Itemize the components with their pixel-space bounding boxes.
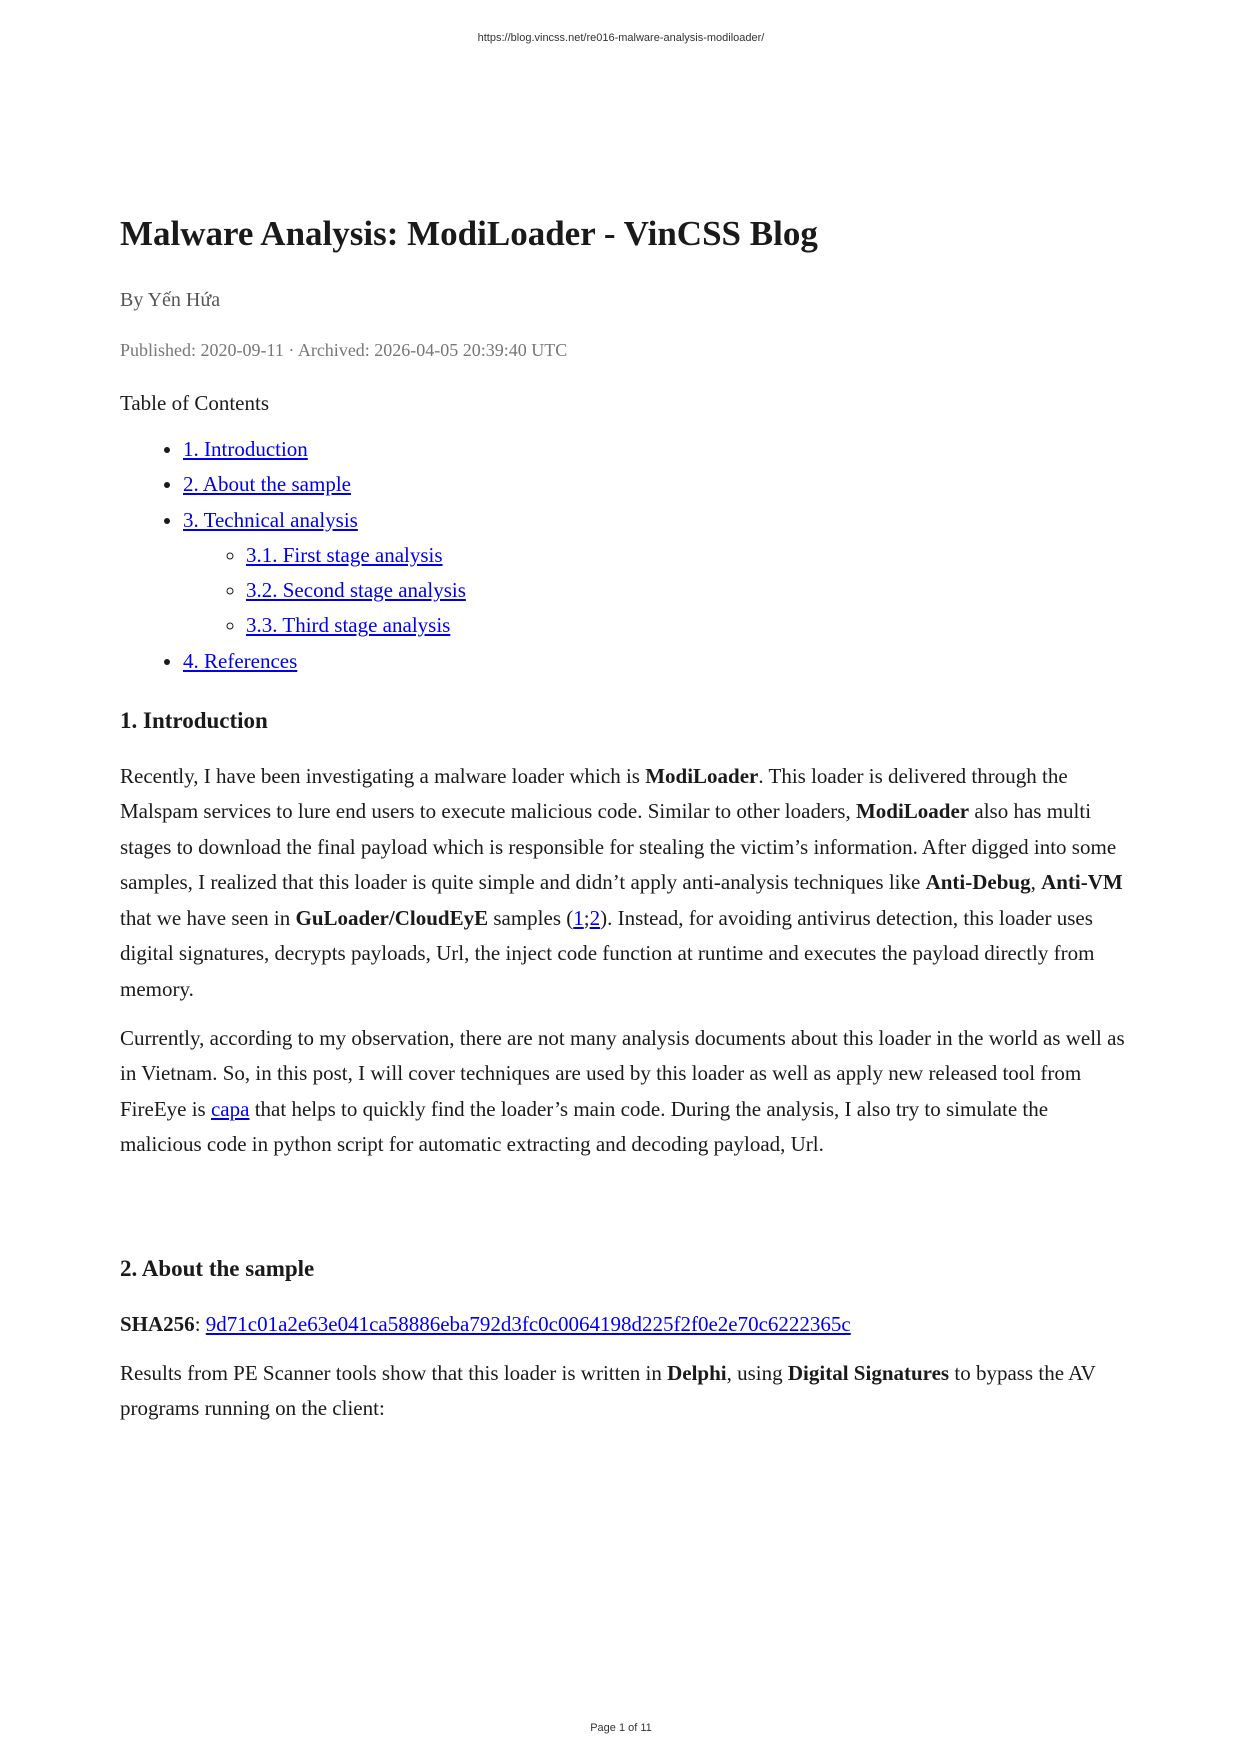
intro-paragraph-1 — [120, 759, 1130, 1007]
bold-text: ModiLoader — [645, 764, 759, 789]
text: ; — [583, 905, 590, 930]
bold-text: Anti-Debug — [925, 870, 1031, 895]
toc-item — [246, 608, 1130, 643]
page-title: Malware Analysis: ModiLoader - VinCSS Blog — [120, 214, 818, 253]
toc-list — [120, 432, 1130, 679]
toc-link-about-sample[interactable]: 2. About the sample — [183, 472, 351, 497]
text: Currently, according to my observation, there are not many analysis documents about this loader in the world as well as in Vietnam. So, in this post, I will cover techniques are used by this loader as well as apply new released tool from FireEye is — [120, 1025, 1125, 1121]
text: Recently, I have been investigating a malware loader which is — [120, 764, 646, 789]
page-number: Page 1 of 11 — [590, 1722, 652, 1734]
article — [120, 212, 1130, 1441]
toc-item — [246, 573, 1130, 608]
text: that helps to quickly find the loader’s main code. During the analysis, I also try to simulate the malicious code in python script for automatic extracting and decoding payload, Url. — [120, 1096, 1049, 1157]
bold-text: GuLoader/CloudEyE — [295, 905, 489, 930]
publish-meta: Published: 2020-09-11 · Archived: 2026-04-05 20:39:40 UTC — [120, 340, 568, 360]
bold-text: ModiLoader — [855, 799, 970, 824]
toc-link-references[interactable]: 4. References — [183, 648, 298, 673]
toc-link-first-stage[interactable]: 3.1. First stage analysis — [246, 542, 443, 567]
text: samples ( — [488, 905, 574, 930]
sha256-line — [120, 1307, 1130, 1342]
toc-link-technical-analysis[interactable]: 3. Technical analysis — [183, 507, 358, 532]
capa-link[interactable]: capa — [210, 1096, 250, 1121]
text: ). Instead, for avoiding antivirus detection, this loader uses digital signatures, decrypts payloads, Url, the inject code function at runtime and executes the payload directly from memory. — [120, 905, 1095, 1001]
bold-text: Anti-VM — [1041, 870, 1123, 895]
reference-link-1[interactable]: 1 — [573, 905, 584, 930]
text: , using — [726, 1360, 788, 1385]
section-heading-introduction: 1. Introduction — [120, 708, 268, 734]
toc-link-third-stage[interactable]: 3.3. Third stage analysis — [246, 613, 451, 638]
toc-item — [183, 503, 1130, 644]
text: Results from PE Scanner tools show that this loader is written in — [120, 1360, 668, 1385]
text: , — [1030, 870, 1042, 895]
sha256-label: SHA256 — [120, 1311, 195, 1336]
section-heading-about-sample: 2. About the sample — [120, 1255, 315, 1281]
text: that we have seen in — [120, 905, 296, 930]
toc-item — [183, 644, 1130, 679]
page-url: https://blog.vincss.net/re016-malware-analysis-modiloader/ — [477, 32, 765, 44]
toc-item — [246, 538, 1130, 573]
text: also has multi stages to download the final payload which is responsible for stealing the victim’s information. After digged into some samples, I realized that this loader is quite simple and didn’t apply anti-analysis techniques like — [120, 799, 1117, 895]
toc-link-second-stage[interactable]: 3.2. Second stage analysis — [246, 578, 466, 603]
byline: By Yến Hứa — [120, 289, 221, 311]
text: to bypass the AV programs running on the client: — [120, 1360, 1096, 1421]
text: : — [194, 1311, 206, 1336]
toc-title: Table of Contents — [120, 391, 269, 415]
toc-link-introduction[interactable]: 1. Introduction — [183, 437, 308, 461]
toc-item — [183, 432, 1130, 467]
bold-text: Delphi — [667, 1360, 727, 1385]
intro-paragraph-2 — [120, 1021, 1130, 1163]
sha256-link[interactable]: 9d71c01a2e63e041ca58886eba792d3fc0c0064198d225f2f0e2e70c6222365c — [205, 1311, 851, 1336]
text: . This loader is delivered through the Malspam services to lure end users to execute malicious code. Similar to other loaders, — [120, 764, 1068, 824]
toc-item — [183, 467, 1130, 502]
sample-paragraph — [120, 1356, 1130, 1427]
bold-text: Digital Signatures — [787, 1360, 950, 1385]
reference-link-2[interactable]: 2 — [589, 905, 601, 930]
